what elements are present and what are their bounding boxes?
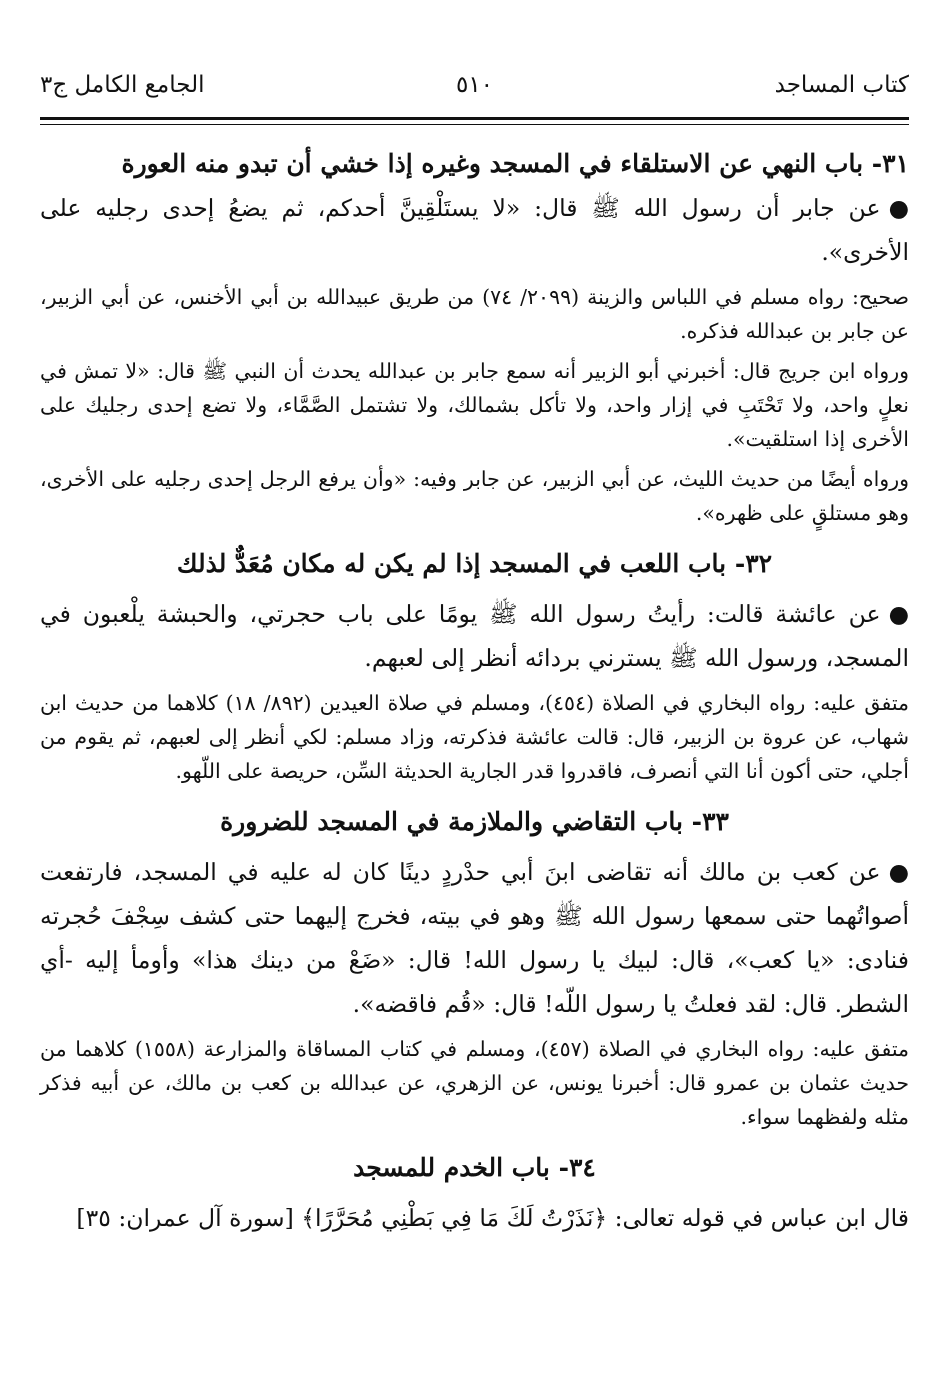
chapter-heading-31: ٣١- باب النهي عن الاستلقاء في المسجد وغيره إذا خشي أن تبدو منه العورة (121, 149, 909, 178)
takhrij-note: متفق عليه: رواه البخاري في الصلاة (٤٥٤)، ومسلم في صلاة العيدين (٨٩٢/ ١٨) كلاهما من حديث ابن شهاب، عن عروة بن الزبير، قال: قالت عائشة فذكرته، وزاد مسلم: لكي أنظر إلى لعبهم، ثم يقوم من أجلي، حتى أكون أنا التي أنصرف، فاقدروا قدر الجارية الحديثة السِّن، حريصة على اللّهو. (40, 691, 909, 783)
hadith-31 (40, 186, 909, 274)
hadith-text: عن عائشة قالت: رأيتُ رسول الله ﷺ يومًا على باب حجرتي، والحبشة يلْعبون في المسجد، ورسول الله ﷺ يسترني بردائه أنظر إلى لعبهم. (40, 600, 909, 672)
hadith-32 (40, 592, 909, 680)
takhrij-note: صحيح: رواه مسلم في اللباس والزينة (٢٠٩٩/ ٧٤) من طريق عبيدالله بن أبي الأخنس، عن أبي الزبير، عن جابر بن عبدالله فذكره. (40, 285, 909, 343)
hadith-text: عن جابر أن رسول الله ﷺ قال: «لا يستَلْقِينَّ أحدكم، ثم يضعُ إحدى رجليه على الأخرى». (40, 194, 909, 266)
book-title: الجامع الكامل ج٣ (40, 72, 205, 98)
quran-citation: قال ابن عباس في قوله تعالى: ﴿نَذَرْتُ لَكَ مَا فِي بَطْنِي مُحَرَّرًا﴾ [سورة آل عمران: ٣٥] (76, 1204, 909, 1232)
bullet-icon: ● (888, 858, 909, 886)
header-rule-thick (40, 117, 909, 120)
page-number: ٥١٠ (455, 72, 494, 98)
chapter-heading-32: ٣٢- باب اللعب في المسجد إذا لم يكن له مكان مُعَدٌّ لذلك (176, 549, 773, 578)
page-header (40, 68, 909, 108)
header-rule-thin (40, 124, 909, 125)
chapter-heading-33: ٣٣- باب التقاضي والملازمة في المسجد للضرورة (220, 807, 729, 836)
page-content (40, 136, 909, 1240)
takhrij-note: ورواه ابن جريج قال: أخبرني أبو الزبير أنه سمع جابر بن عبدالله يحدث أن النبي ﷺ قال: «لا تمش في نعلٍ واحد، ولا تَحْتَبِ في إزار واحد، ولا تأكل بشمالك، ولا تشتمل الصَّمَّاء، ولا تضع إحدى رجليك على الأخرى إذا استلقيت». (40, 359, 909, 451)
bullet-icon: ● (888, 600, 909, 628)
chapter-heading-34: ٣٤- باب الخدم للمسجد (353, 1153, 596, 1182)
bullet-icon: ● (888, 194, 909, 222)
hadith-text: عن كعب بن مالك أنه تقاضى ابنَ أبي حدْردٍ دينًا كان له عليه في المسجد، فارتفعت أصواتُهما حتى سمعها رسول الله ﷺ وهو في بيته، فخرج إليهما حتى كشف سِجْفَ حُجرته فنادى: «يا كعب»، قال: لبيك يا رسول الله! قال: «ضَعْ من دينك هذا» وأومأ إليه -أي الشطر. قال: لقد فعلتُ يا رسول اللّه! قال: «قُم فاقضه». (40, 858, 909, 1018)
hadith-33 (40, 850, 909, 1026)
takhrij-note: ورواه أيضًا من حديث الليث، عن أبي الزبير، عن جابر وفيه: «وأن يرفع الرجل إحدى رجليه على الأخرى، وهو مستلقٍ على ظهره». (40, 467, 909, 525)
takhrij-note: متفق عليه: رواه البخاري في الصلاة (٤٥٧)، ومسلم في كتاب المساقاة والمزارعة (١٥٥٨) كلاهما من حديث عثمان بن عمرو قال: أخبرنا يونس، عن الزهري، عن عبدالله بن كعب بن مالك، عن أبيه فذكر مثله ولفظهما سواء. (40, 1037, 909, 1129)
section-title: كتاب المساجد (774, 72, 909, 98)
